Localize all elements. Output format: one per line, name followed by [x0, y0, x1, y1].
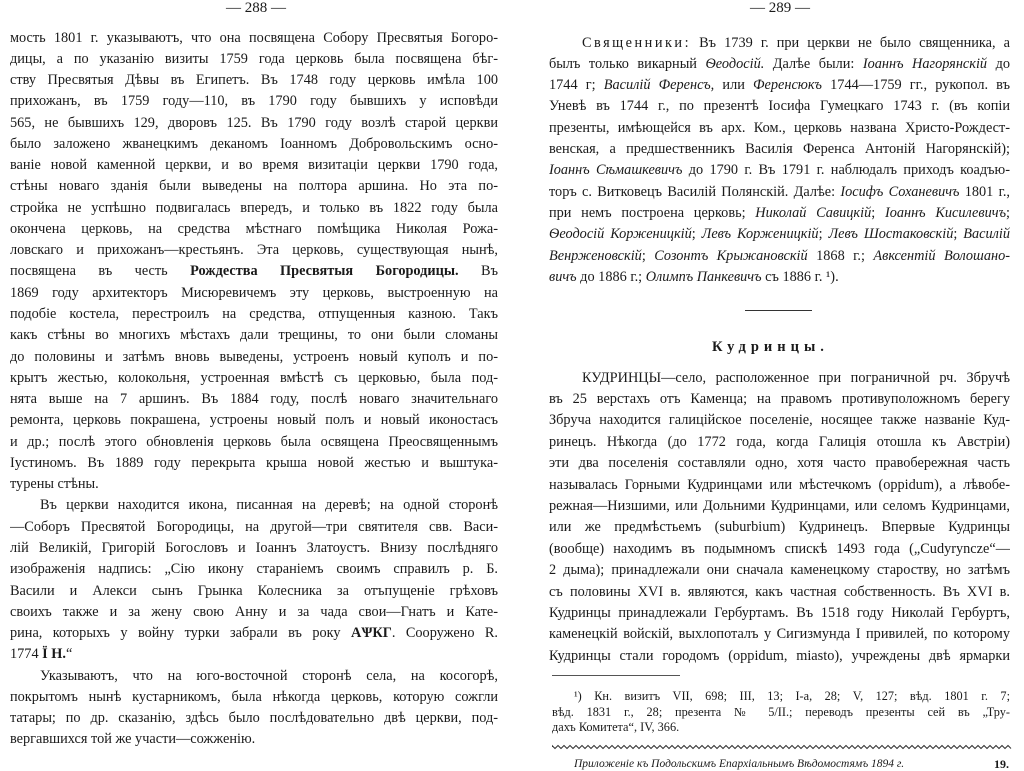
text-line	[549, 475, 1010, 496]
footnote-line: вѣд. 1831 г., 28; презента № 5/II.; переводъ презенты сей въ „Тру-	[552, 704, 1010, 719]
text-run: 2 дыма); принадлежали они сначала каменецкому староству, но затѣмъ	[549, 562, 1010, 579]
footnote	[552, 689, 1010, 736]
footer-publication-title: Приложеніе къ Подольскимъ Епархіальнымъ Вѣдомостямъ 1894 г.	[574, 758, 905, 770]
italic-name: Василій Ференсъ,	[603, 77, 715, 94]
text-run: называлась Горными Кудринцами или мѣстечкомъ (oppidum), а лѣвобе-	[549, 476, 1010, 493]
text-line	[10, 219, 498, 240]
text-run: ;	[871, 204, 885, 221]
text-line	[549, 603, 1010, 624]
footnote-line: ¹) Кн. визитъ VII, 698; III, 13; I-а, 28; V, 127; вѣд. 1801 г. 7;	[574, 689, 1010, 703]
page-number: — 288 —	[226, 0, 286, 16]
italic-name: Іоаннъ Кисилевичъ	[884, 204, 1006, 221]
footer-sheet-number: 19.	[994, 757, 1009, 771]
text-run: ;	[953, 226, 964, 243]
text-line	[549, 646, 1010, 667]
text-line	[549, 96, 1010, 117]
italic-name: вичъ	[549, 268, 577, 285]
text-run: ловскаго и прихожанъ—крестьянъ. Эта церковь, существующая нынѣ,	[10, 242, 498, 259]
text-run: и др.; послѣ этого обновленія церковь была освящена Преосвященнымъ	[10, 433, 498, 450]
text-run: или же предмѣстьемъ (suburbium) Кудринецъ. Впервые Кудринцы	[549, 519, 1010, 536]
text-run: Іустиномъ. Въ 1889 году перекрыта крыша новой жестью и выштука-	[10, 454, 498, 471]
text-line	[10, 410, 498, 431]
section-title: Кудринцы.	[712, 339, 829, 355]
text-line	[10, 113, 498, 134]
text-run: ринецъ. Нѣкогда (до 1772 года, когда Галиція отошла къ Австріи)	[549, 433, 1010, 450]
text-run: Збруча находится галицiйское поселеніе, носящее также названіе Куд-	[549, 412, 1010, 429]
text-line	[10, 708, 498, 729]
text-run: ;	[818, 226, 829, 243]
text-line	[549, 432, 1010, 453]
text-line	[10, 155, 498, 176]
italic-name: Ѳеодосій.	[705, 55, 765, 72]
text-run: Кудринцы стали городомъ (oppidum, miasto), учреждены двѣ ярмарки	[549, 647, 1010, 664]
text-run: какъ стѣны во многихъ мѣстахъ дали трещины, то они были сломаны	[10, 327, 498, 344]
text-line	[10, 559, 498, 580]
text-run: ;	[691, 226, 702, 243]
text-run: въ 25 верстахъ отъ Каменца; на правомъ противуположномъ берегу	[549, 390, 1010, 407]
text-run: Указываютъ, что на юго-восточной сторонѣ села, на косогорѣ,	[40, 667, 498, 684]
italic-name: Іоаннъ Нагорянскій	[862, 55, 988, 72]
wavy-rule	[552, 743, 1012, 751]
text-run: режная—Низшими, или Дольними Кудринцами, или селомъ Кудринцами,	[549, 497, 1010, 514]
text-run: 565, не бывшихъ 129, дворовъ 125. Въ 1790 году возлѣ старой церкви	[10, 114, 498, 131]
italic-name: Іоаннъ Сѣмашкевичъ	[549, 162, 683, 179]
italic-name: Олимпъ Панкевичъ	[645, 268, 762, 285]
text-line	[10, 240, 498, 261]
text-line	[549, 368, 1010, 389]
text-run: турены стѣны.	[10, 476, 99, 493]
text-line	[549, 453, 1010, 474]
italic-name: Николай Савицкій	[755, 204, 872, 221]
text-run: покрытомъ нынѣ кустарникомъ, была нѣкогда церковь, которую сожгли	[10, 688, 498, 705]
text-run: 1869 году архитекторъ Мисюревичемъ эту церковь, выстроенную на	[10, 284, 498, 301]
text-line	[10, 474, 498, 495]
italic-name: Венрженовскій	[549, 247, 642, 264]
text-line	[549, 203, 1010, 224]
text-run: Въ церкви находится икона, писанная на деревѣ; на одной сторонѣ	[40, 497, 498, 514]
text-run: Кудринцы принадлежали Гербуртамъ. Въ 1518 году Николай Гербуртъ,	[549, 604, 1010, 621]
bold-text: АѰКГ	[350, 625, 392, 642]
text-run: 1744—1759 гг., рукопол. въ	[821, 77, 1010, 94]
text-line	[10, 261, 498, 282]
text-run: венская, а предшественникъ Василія Ференса Антоній Нагорянскій);	[549, 141, 1010, 157]
text-run: —Соборъ Пресвятой Богородицы, на другой—три святителя свв. Васи-	[10, 518, 498, 535]
text-line	[10, 134, 498, 155]
text-run: съ 1886 г. ¹).	[761, 268, 839, 285]
text-run: КУДРИНЦЫ—село, расположенное при пограничной рч. Збручѣ	[582, 369, 1010, 386]
text-line	[10, 729, 498, 750]
text-run: ;	[1006, 204, 1010, 221]
text-run: Въ	[458, 263, 498, 280]
text-run: своихъ также и за жену свою Анну и за чада свои—Гнатъ и Кате-	[10, 603, 498, 620]
text-line	[10, 432, 498, 453]
text-run: былъ только викарный	[549, 55, 706, 72]
text-run: до 1790 г. Въ 1791 г. наблюдалъ приходъ коадъю-	[682, 162, 1010, 179]
text-line	[549, 246, 1010, 267]
text-line	[10, 70, 498, 91]
text-run: ству Пресвятыя Дѣвы въ Египетъ. Въ 1748 году церковь имѣла 100	[10, 72, 498, 89]
text-run: 1744 г;	[549, 77, 604, 94]
text-run: подобіе костела, перестроилъ на средства, отпущенныя казною. Такъ	[10, 306, 498, 322]
text-run: нята выше на 7 аршинъ. Въ 1884 году, послѣ новаго значительнаго	[10, 391, 498, 408]
text-run: каменецкій войскій, выхлопоталъ у Сигизмунда I привилей, по которому	[549, 626, 1010, 643]
bold-text: Рождества Пресвятыя Богородицы.	[190, 263, 459, 280]
text-line	[549, 560, 1010, 581]
text-run: было заложено жванецкимъ деканомъ Іоанномъ Добровольскимъ осно-	[10, 135, 498, 152]
text-line	[549, 267, 1010, 288]
text-line	[549, 517, 1010, 538]
text-line	[10, 581, 498, 602]
text-run: ваніе новой каменной церкви, и во время визитаціи церкви 1790 года,	[10, 157, 498, 174]
italic-name: Іосифъ Соханевичъ	[840, 183, 960, 200]
italic-name: Левъ Шостаковскій	[828, 226, 954, 243]
text-line	[549, 118, 1010, 139]
text-line	[549, 75, 1010, 96]
text-run: Далѣе были:	[764, 55, 863, 72]
text-run: презенты, имѣющейся въ арх. Ком., церковь названа Христо-Рождест-	[549, 119, 1010, 136]
page-number: — 289 —	[750, 0, 810, 16]
italic-name: Василій	[963, 226, 1010, 243]
text-run: Уневѣ въ 1744 г., по презентѣ Іосифа Гумецкаго 1743 г. (въ копіи	[549, 98, 1010, 115]
text-run: изображенія надпись: „Сію икону стараніемъ своимъ справилъ р. Б.	[10, 561, 498, 578]
footnote-line: дахъ Комитета“, IV, 366.	[552, 720, 680, 734]
text-line	[549, 33, 1010, 54]
text-run: эти два поселенія составляли одно, хотя часто правобережная часть	[549, 455, 1010, 472]
text-line	[10, 368, 498, 389]
text-line	[549, 496, 1010, 517]
text-line	[549, 410, 1010, 431]
text-line	[10, 453, 498, 474]
text-line	[549, 182, 1010, 203]
text-run: Въ 1739 г. при церкви не было священника, а	[691, 34, 1010, 51]
bold-text: Ї Н.	[42, 646, 67, 663]
text-line	[10, 283, 498, 304]
text-line	[549, 54, 1010, 75]
text-run: торъ с. Витковецъ Василій Полянскій. Далѣе:	[549, 183, 841, 200]
text-run: съ половины XVI в. являются, какъ частная собственность. Въ XVI в.	[549, 583, 1010, 600]
section-divider	[745, 310, 812, 311]
text-line	[10, 91, 498, 112]
text-line	[549, 582, 1010, 603]
text-run: при немъ построена церковь;	[549, 204, 756, 221]
text-run: ;	[641, 247, 655, 264]
italic-name: Ференсюкъ	[753, 77, 822, 94]
text-line	[549, 389, 1010, 410]
text-run: лій Великій, Григорій Богословъ и Іоаннъ Златоустъ. Внизу послѣдняго	[10, 539, 498, 556]
text-run: до 1886 г.;	[576, 268, 646, 285]
text-line	[10, 538, 498, 559]
text-run: (вообще) находимъ въ подымномъ спискѣ 1493 года („Cudyryncze“—	[549, 540, 1010, 557]
text-line	[10, 687, 498, 708]
text-line	[10, 495, 498, 516]
text-run: до половины и затѣмъ вновь выведены, устроенъ новый куполъ и по-	[10, 348, 498, 365]
text-line	[10, 304, 498, 325]
text-line	[10, 198, 498, 219]
text-run: стѣны новаго зданія были выведены на полтора аршина. Но эта по-	[10, 178, 498, 195]
text-line	[549, 139, 1010, 160]
text-line	[549, 160, 1010, 181]
text-line	[10, 347, 498, 368]
text-line	[10, 325, 498, 346]
text-line	[10, 666, 498, 687]
text-run: ремонта, церковь покрашена, устроены новый полъ и новый иконостасъ	[10, 412, 498, 429]
text-line	[10, 389, 498, 410]
italic-name: Созонтъ Крыжановскій	[654, 247, 808, 264]
text-line	[549, 539, 1010, 560]
text-line	[10, 49, 498, 70]
text-run: “	[66, 646, 73, 663]
text-run: Васили и Алекси сынъ Грынка Колесника за отъпущеніе грѣховъ	[10, 582, 498, 599]
text-run: окончена церковь, на средства мѣстнаго помѣщика Николая Рожа-	[10, 220, 498, 237]
text-run: до	[987, 55, 1010, 72]
italic-name: Левъ Корженицкій	[701, 226, 819, 243]
text-line	[10, 28, 498, 49]
text-run: татары; по др. сказанію, здѣсь было послѣдовательно двѣ церкви, под-	[10, 710, 498, 727]
text-run: 1774	[10, 646, 43, 663]
text-run: 1868 г.;	[807, 247, 874, 264]
text-line	[10, 644, 498, 665]
text-run: прихожанъ, въ 1759 году—110, въ 1790 году бывшихъ у исповѣди	[10, 93, 498, 110]
text-line	[549, 224, 1010, 245]
inline-heading: Священники:	[582, 34, 692, 51]
text-run: рина, которыхъ у войну турки забрали въ року	[10, 625, 351, 642]
text-line	[10, 176, 498, 197]
text-line	[10, 602, 498, 623]
text-line	[549, 624, 1010, 645]
text-run: вергавшихся той же участи—сожженію.	[10, 731, 256, 748]
text-run: 1801 г.,	[959, 183, 1010, 200]
text-run: стройка не успѣшно подвигалась впередъ, и только въ 1822 году была	[10, 199, 498, 216]
text-line	[10, 623, 498, 644]
text-run: дицы, а по указанію визиты 1759 года церковь была посвящена бѣг-	[10, 50, 498, 67]
italic-name: Авксентій Волошано-	[873, 247, 1010, 264]
text-run: или	[714, 77, 754, 94]
text-run: посвящена въ честь	[10, 263, 191, 280]
italic-name: Ѳеодосій Корженицкій	[549, 226, 692, 243]
text-run: крытъ жестью, колокольня, устроенная вмѣстѣ съ церковью, была под-	[10, 369, 498, 386]
text-run: . Сооружено R.	[391, 625, 498, 642]
footnote-divider	[552, 675, 680, 676]
text-line	[10, 517, 498, 538]
text-run: мость 1801 г. указываютъ, что она посвящена Собору Пресвятыя Богоро-	[10, 29, 498, 46]
